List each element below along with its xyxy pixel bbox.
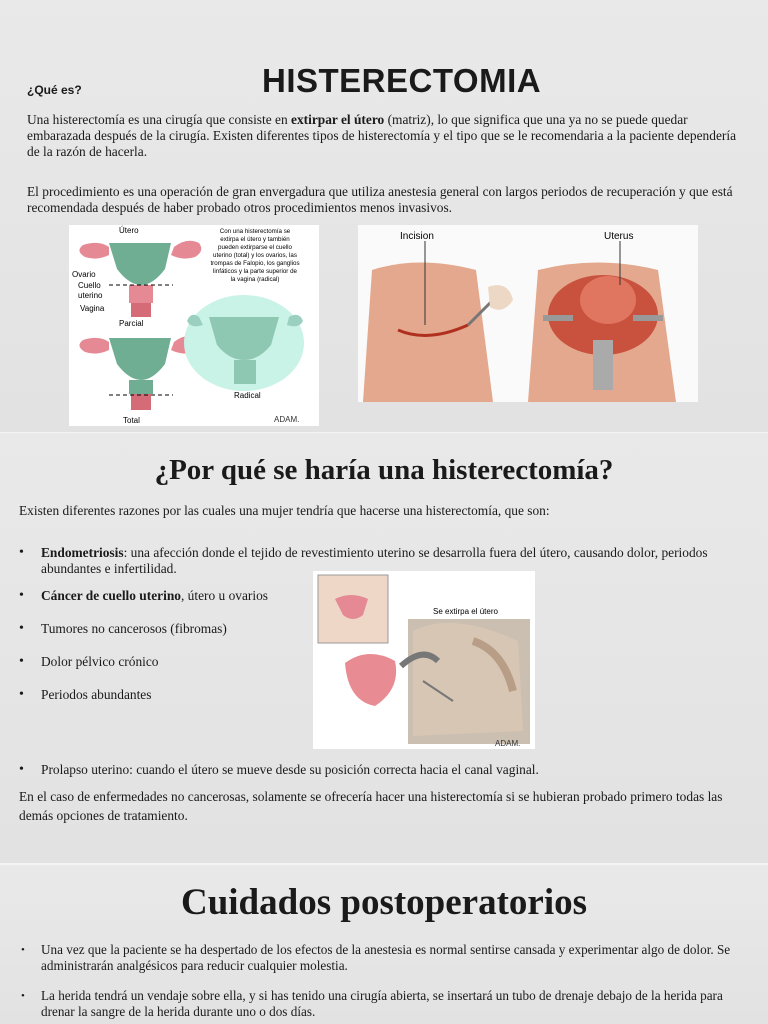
slide-title-cuidados: Cuidados postoperatorios xyxy=(180,882,588,923)
slide-que-es xyxy=(0,0,768,432)
slide-por-que xyxy=(0,433,768,863)
definition-paragraph xyxy=(27,112,743,160)
adam-logo: ADAM. xyxy=(274,415,300,424)
reason-endometriosis: Endometriosis xyxy=(41,545,124,560)
list-item: • Cáncer de cuello uterino, útero u ovarios xyxy=(19,588,719,604)
list-item: • Endometriosis: una afección donde el tejido de revestimiento uterino se desarrolla fuera del útero, causando dolor, periodos abundantes e infertilidad. xyxy=(19,545,719,577)
label-radical: Radical xyxy=(234,391,261,400)
definition-bold: extirpar el útero xyxy=(291,112,385,127)
label-vagina: Vagina xyxy=(80,304,105,313)
definition-text: Una histerectomía es una cirugía que consiste en xyxy=(27,112,292,127)
label-parcial: Parcial xyxy=(119,319,144,328)
svg-text:extirpa el útero y también: extirpa el útero y también xyxy=(220,236,290,243)
label-cuello: Cuello xyxy=(78,281,101,290)
list-item: • Dolor pélvico crónico xyxy=(19,654,719,670)
list-item: • La herida tendrá un vendaje sobre ella, y si has tenido una cirugía abierta, se insertará un tubo de drenaje debajo de la herida para drenar la sangre de la herida durante uno o dos días. xyxy=(19,988,749,1020)
hysterectomy-types-diagram xyxy=(69,225,319,426)
uterus-removal-illustration xyxy=(313,571,535,749)
slide-title-histerectomia: HISTERECTOMIA xyxy=(262,62,542,99)
reasons-closing: En el caso de enfermedades no cancerosas, solamente se ofrecería hacer una histerectomía si se hubieran probado primero todas las demás opciones de tratamiento. xyxy=(19,789,723,823)
adam-logo: ADAM. xyxy=(495,739,521,748)
diagram-caption xyxy=(210,228,299,283)
reasons-list-continued xyxy=(19,762,759,778)
reasons-intro: Existen diferentes razones por las cuales una mujer tendría que hacerse una histerectomía, que son: xyxy=(19,503,550,518)
label-total: Total xyxy=(123,416,140,425)
list-item: • Periodos abundantes xyxy=(19,687,719,703)
surgery-illustration xyxy=(358,225,698,402)
question-label: ¿Qué es? xyxy=(27,83,82,97)
label-ovario: Ovario xyxy=(72,270,96,279)
slide-cuidados xyxy=(0,865,768,1024)
svg-text:linfáticos y la parte superior: linfáticos y la parte superior de xyxy=(213,268,297,275)
slide-title-por-que: ¿Por qué se haría una histerectomía? xyxy=(154,454,614,486)
svg-text:Con una histerectomía se: Con una histerectomía se xyxy=(219,228,291,235)
care-list xyxy=(19,942,749,1020)
procedure-paragraph: El procedimiento es una operación de gran envergadura que utiliza anestesia general con largos periodos de recuperación y que está recomendada después de haber probado otros procedimientos menos invasivos. xyxy=(27,184,733,215)
uterus-radical-illustration xyxy=(184,295,304,391)
svg-text:trompas de Falopio, los gangli: trompas de Falopio, los ganglios xyxy=(210,260,300,267)
definition-text-rest: (matriz), lo que significa que una ya no se puede quedar embarazada después de la cirugía. Existen diferentes tipos de histerectomía y el tipo que se le recomendaria a la paciente dependería de la razón de hacerla. xyxy=(27,112,737,159)
list-item: • Tumores no cancerosos (fibromas) xyxy=(19,621,719,637)
svg-text:la vagina (radical): la vagina (radical) xyxy=(230,276,280,283)
label-se-extirpa: Se extirpa el útero xyxy=(433,607,498,616)
label-incision: Incision xyxy=(400,231,434,242)
svg-text:pueden extirparse el cuello: pueden extirparse el cuello xyxy=(218,244,292,251)
reason-cancer: Cáncer de cuello uterino xyxy=(41,588,181,603)
list-item: • Prolapso uterino: cuando el útero se mueve desde su posición correcta hacia el canal vaginal. xyxy=(19,762,759,778)
label-utero: Útero xyxy=(119,226,139,235)
label-uterus: Uterus xyxy=(604,231,634,242)
uterus-total-illustration xyxy=(79,336,201,410)
label-uterino: uterino xyxy=(78,291,103,300)
svg-text:uterino (total) y los ovarios,: uterino (total) y los ovarios, las xyxy=(213,252,297,259)
list-item: • Una vez que la paciente se ha despertado de los efectos de la anestesia es normal sentirse cansada y experimentar algo de dolor. Se administrarán analgésicos para reducir cualquier molestia. xyxy=(19,942,749,974)
